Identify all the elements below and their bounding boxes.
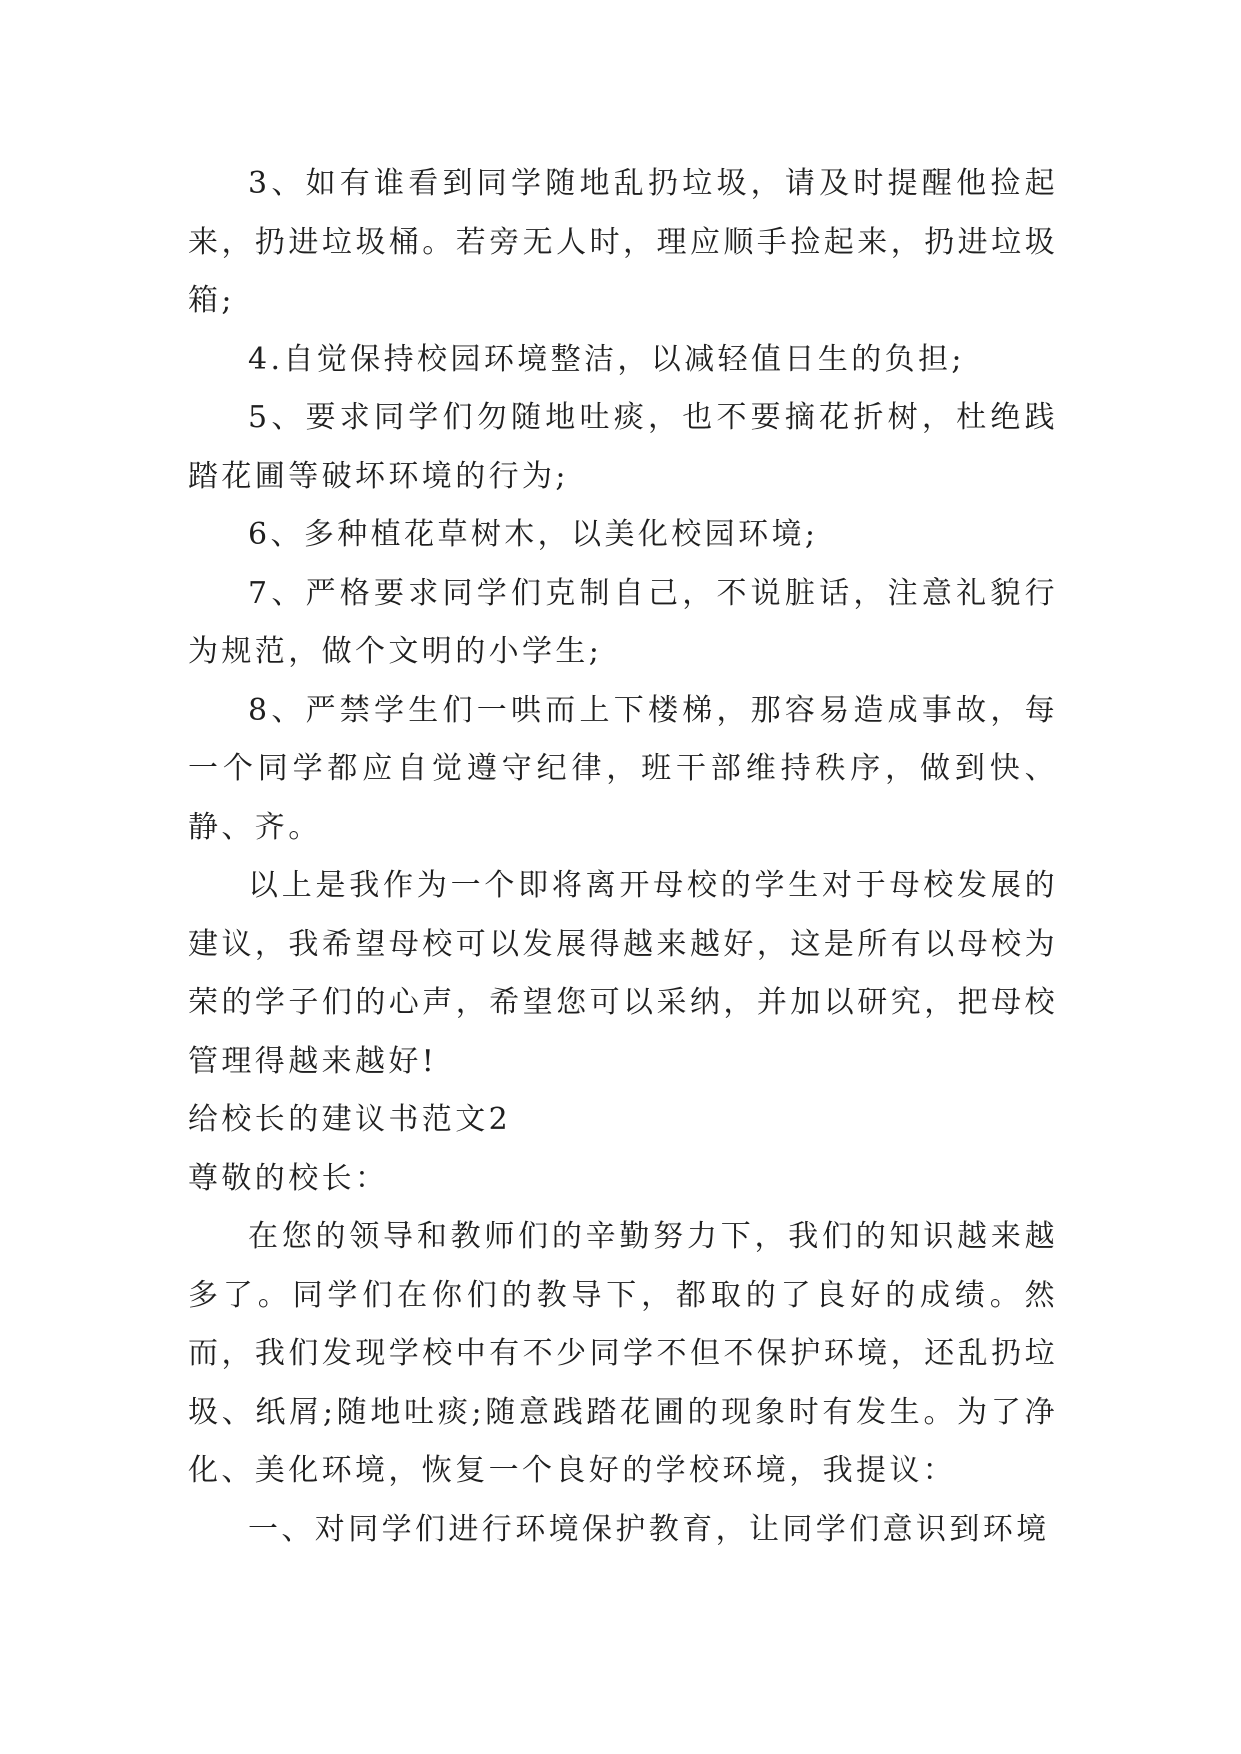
proposal-item-1: 一、对同学们进行环境保护教育，让同学们意识到环境 xyxy=(248,1511,1050,1547)
closing-paragraph: 以上是我作为一个即将离开母校的学生对于母校发展的建议，我希望母校可以发展得越来越好，这是所有以母校为荣的学子们的心声，希望您可以采纳，并加以研究，把母校管理得越来越好! xyxy=(188,868,1058,1079)
intro-paragraph: 在您的领导和教师们的辛勤努力下，我们的知识越来越多了。同学们在你们的教导下，都取的了良好的成绩。然而，我们发现学校中有不少同学不但不保护环境，还乱扔垃圾、纸屑;随地吐痰;随意践踏花圃的现象时有发生。为了净化、美化环境，恢复一个良好的学校环境，我提议： xyxy=(188,1219,1058,1488)
section-heading: 给校长的建议书范文2 xyxy=(188,1102,512,1137)
paragraph-item-7: 7、严格要求同学们克制自己，不说脏话，注意礼貌行为规范，做个文明的小学生; xyxy=(188,575,1058,669)
document-body xyxy=(188,155,1058,1559)
paragraph-item-8: 8、严禁学生们一哄而上下楼梯，那容易造成事故，每一个同学都应自觉遵守纪律，班干部维持秩序，做到快、静、齐。 xyxy=(188,692,1058,845)
salutation: 尊敬的校长： xyxy=(188,1160,389,1196)
paragraph-item-3: 3、如有谁看到同学随地乱扔垃圾，请及时提醒他捡起来，扔进垃圾桶。若旁无人时，理应顺手捡起来，扔进垃圾箱; xyxy=(188,166,1058,318)
paragraph-item-6: 6、多种植花草树木，以美化校园环境; xyxy=(248,517,819,552)
paragraph-item-5: 5、要求同学们勿随地吐痰，也不要摘花折树，杜绝践踏花圃等破坏环境的行为; xyxy=(188,400,1058,494)
paragraph-item-4: 4.自觉保持校园环境整洁，以减轻值日生的负担; xyxy=(248,341,965,377)
